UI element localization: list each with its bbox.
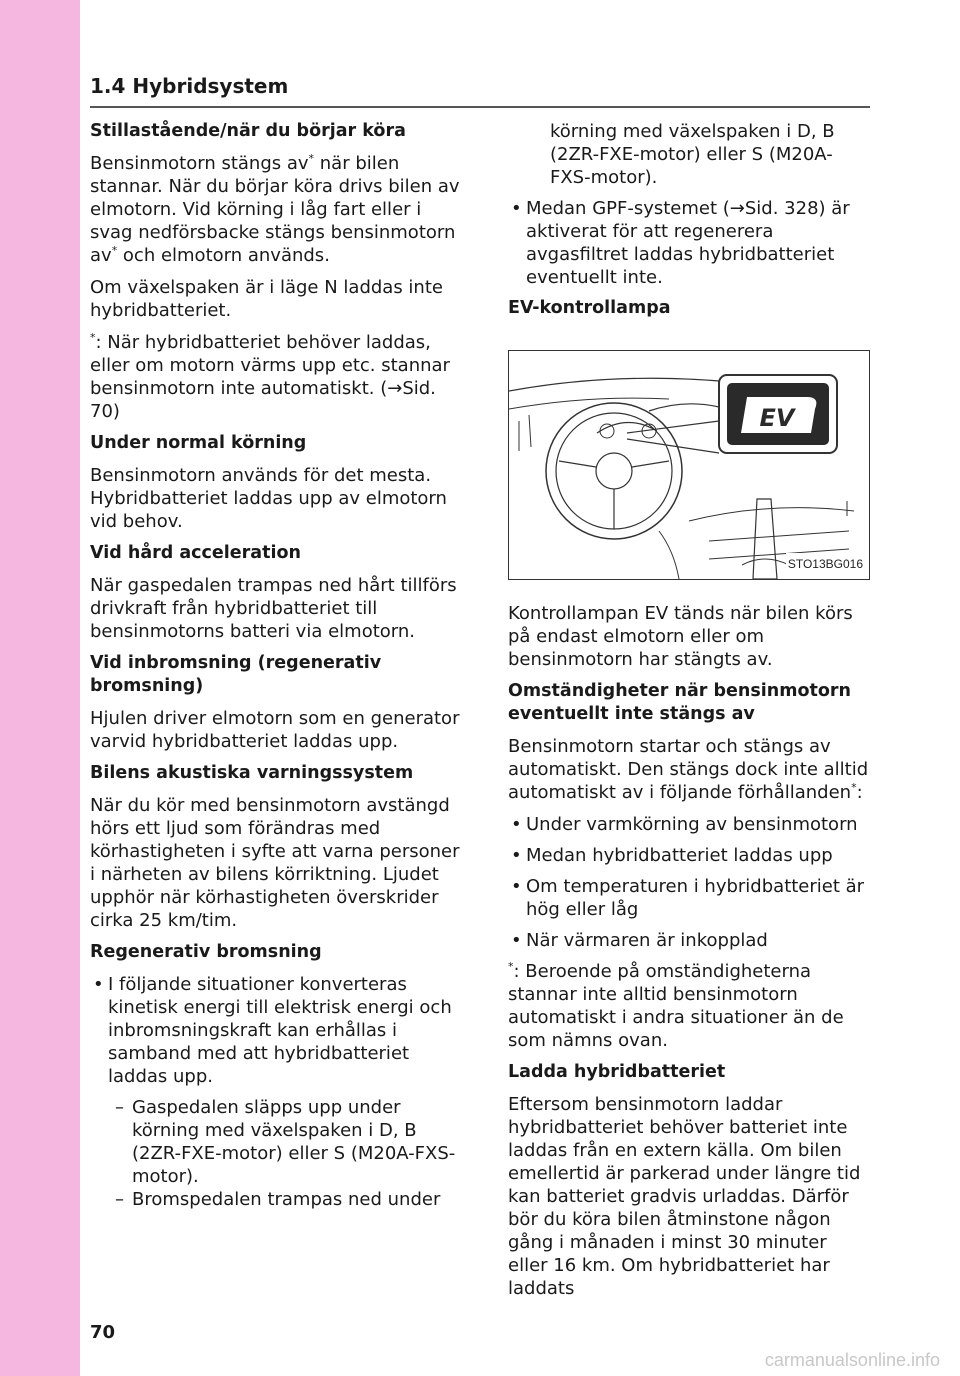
bullet-item: • Medan GPF-systemet (→Sid. 328) är aktiverat för att regenerera avgasfiltret laddas hybridbatteriet eventuellt inte. xyxy=(508,197,870,289)
list-item: • Under varmkörning av bensinmotorn xyxy=(508,813,870,836)
heading-omstandigheter: Omständigheter när bensinmotorn eventuellt inte stängs av xyxy=(508,681,851,724)
section-side-tab xyxy=(0,0,80,1376)
ev-indicator-illustration xyxy=(508,350,870,580)
paragraph-normal-korning: Bensinmotorn används för det mesta. Hybridbatteriet laddas upp av elmotorn vid behov. xyxy=(90,465,447,532)
right-column xyxy=(508,120,870,1309)
header-rule xyxy=(90,106,870,108)
figure-code: STO13BG016 xyxy=(786,553,865,576)
dash-item: – Bromspedalen trampas ned under xyxy=(90,1188,462,1211)
asterisk-mark: * xyxy=(90,331,96,344)
left-column xyxy=(90,120,462,1211)
page-number: 70 xyxy=(90,1322,116,1343)
text-part: när bilen stannar. När du börjar köra drivs bilen av elmotorn. Vid körning i låg fart eller i svag nedförsbacke stängs bensinmotorn av xyxy=(90,153,460,266)
dash-item-continued: körning med växelspaken i D, B (2ZR-FXE-motor) eller S (M20A-FXS-motor). xyxy=(550,121,835,188)
text-part: : xyxy=(856,782,863,803)
heading-inbromsning: Vid inbromsning (regenerativ bromsning) xyxy=(90,653,382,696)
footnote-2 xyxy=(508,960,870,1052)
asterisk-mark: * xyxy=(308,152,315,165)
paragraph-akustiska-varningssystem: När du kör med bensinmotorn avstängd hörs ett ljud som förändras med körhastigheten i syfte att varna personer i närheten av bilens körriktning. Ljudet upphör när körhastigheten överskrider cirka 25 km/tim. xyxy=(90,795,460,931)
heading-ladda-hybridbatteriet: Ladda hybridbatteriet xyxy=(508,1062,726,1082)
heading-hard-acceleration: Vid hård acceleration xyxy=(90,543,301,563)
paragraph-stillastaende xyxy=(90,152,462,267)
dashboard-drawing xyxy=(509,351,871,581)
asterisk-mark: * xyxy=(851,781,857,794)
text-part: och elmotorn används. xyxy=(117,245,330,266)
footnote-text: : När hybridbatteriet behöver laddas, eller om motorn värms upp etc. stannar bensinmotorn inte automatiskt. (→Sid. 70) xyxy=(90,332,450,422)
paragraph-omstandigheter xyxy=(508,735,870,804)
bullet-item: • I följande situationer konverteras kinetisk energi till elektrisk energi och inbromsningskraft kan erhållas i samband med att hybridbatteriet laddas upp. xyxy=(90,973,462,1088)
page-header xyxy=(90,74,870,108)
text-part: Bensinmotorn startar och stängs av automatiskt. Den stängs dock inte alltid automatiskt av i följande förhållanden xyxy=(508,736,869,803)
heading-normal-korning: Under normal körning xyxy=(90,433,307,453)
list-item: • Om temperaturen i hybridbatteriet är hög eller låg xyxy=(508,875,870,921)
list-item: • När värmaren är inkopplad xyxy=(508,929,870,952)
text-part: Bensinmotorn stängs av xyxy=(90,153,309,174)
heading-ev-kontrollampa: EV-kontrollampa xyxy=(508,298,671,318)
watermark: carmanualsonline.info xyxy=(764,1350,940,1370)
heading-stillastaende: Stillastående/när du börjar köra xyxy=(90,121,406,141)
asterisk-mark: * xyxy=(111,244,118,257)
paragraph-hard-acceleration: När gaspedalen trampas ned hårt tillförs drivkraft från hybridbatteriet till bensinmotorns batteri via elmotorn. xyxy=(90,575,457,642)
paragraph-inbromsning: Hjulen driver elmotorn som en generator varvid hybridbatteriet laddas upp. xyxy=(90,708,460,752)
heading-regenerativ-bromsning: Regenerativ bromsning xyxy=(90,942,322,962)
footnote-text: : Beroende på omständigheterna stannar inte alltid bensinmotorn automatiskt i andra situationer än de som nämns ovan. xyxy=(508,961,844,1051)
asterisk-mark: * xyxy=(508,960,514,973)
paragraph-ev-kontrollampa: Kontrollampan EV tänds när bilen körs på endast elmotorn eller om bensinmotorn har stängts av. xyxy=(508,603,853,670)
paragraph-vaxelspak-n: Om växelspaken är i läge N laddas inte hybridbatteriet. xyxy=(90,277,443,321)
list-item: • Medan hybridbatteriet laddas upp xyxy=(508,844,870,867)
dash-item: – Gaspedalen släpps upp under körning med växelspaken i D, B (2ZR-FXE-motor) eller S (M20A-FXS-motor). xyxy=(90,1096,462,1188)
heading-akustiska-varningssystem: Bilens akustiska varningssystem xyxy=(90,763,414,783)
ev-indicator-label: EV xyxy=(759,404,795,432)
footnote-1 xyxy=(90,331,462,423)
paragraph-ladda-hybridbatteriet: Eftersom bensinmotorn laddar hybridbatteriet behöver batteriet inte laddas från en extern källa. Om bilen emellertid är parkerad under längre tid kan batteriet gradvis urladdas. Därför bör du köra bilen åtminstone någon gång i månaden i minst 30 minuter eller 16 km. Om hybridbatteriet har laddats xyxy=(508,1094,861,1299)
section-title: 1.4 Hybridsystem xyxy=(90,74,289,98)
